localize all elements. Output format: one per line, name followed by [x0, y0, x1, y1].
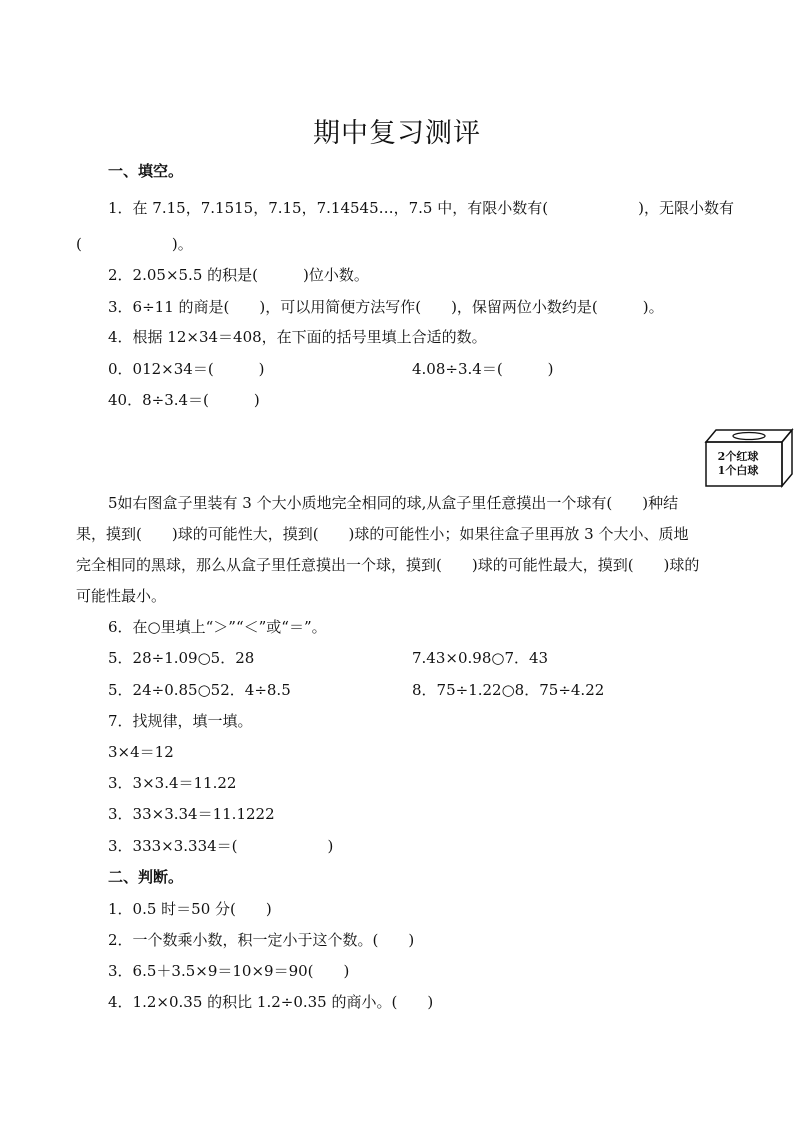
- section-heading-true-false: 二、判断。: [108, 868, 184, 886]
- judgement-2: 2．一个数乘小数，积一定小于这个数。( ): [108, 931, 415, 949]
- judgement-3: 3．6.5＋3.5×9＝10×9＝90( ): [108, 962, 350, 980]
- question-1-line-2: ( )。: [76, 235, 193, 253]
- question-5-line-3: 完全相同的黑球，那么从盒子里任意摸出一个球，摸到( )球的可能性最大，摸到( )球的: [76, 556, 700, 574]
- question-2: 2．2.05×5.5 的积是( )位小数。: [108, 266, 369, 284]
- question-1-line-1: 1．在 7.15，7.1515，7.15，7.14545…，7.5 中，有限小数有( )，无限小数有: [108, 199, 734, 217]
- question-6: 6．在○里填上“＞”“＜”或“＝”。: [108, 618, 327, 636]
- box-label-white-ball: 1个白球: [717, 464, 759, 477]
- question-7: 7．找规律，填一填。: [108, 712, 253, 730]
- judgement-1: 1．0.5 时＝50 分( ): [108, 900, 272, 918]
- question-7-item-c: 3．33×3.34＝11.1222: [108, 805, 275, 823]
- question-5-line-4: 可能性最小。: [76, 587, 167, 605]
- page-title: 期中复习测评: [313, 118, 481, 149]
- section-heading-fill-in: 一、填空。: [108, 162, 184, 180]
- question-4-item-b: 4.08÷3.4＝( ): [412, 360, 554, 378]
- question-4: 4．根据 12×34＝408，在下面的括号里填上合适的数。: [108, 328, 487, 346]
- question-4-item-a: 0．012×34＝( ): [108, 360, 265, 378]
- question-3: 3．6÷11 的商是( )，可以用简便方法写作( )，保留两位小数约是( )。: [108, 298, 664, 316]
- question-5-line-1: 5如右图盒子里装有 3 个大小质地完全相同的球,从盒子里任意摸出一个球有( )种结: [108, 494, 679, 512]
- box-label-red-balls: 2个红球: [717, 450, 759, 463]
- question-7-item-d: 3．333×3.334＝( ): [108, 837, 334, 855]
- question-6-item-b: 7.43×0.98○7．43: [412, 649, 549, 667]
- question-6-item-d: 8．75÷1.22○8．75÷4.22: [412, 681, 605, 699]
- question-5-line-2: 果，摸到( )球的可能性大，摸到( )球的可能性小；如果往盒子里再放 3 个大小、质地: [76, 525, 689, 543]
- question-7-item-a: 3×4＝12: [108, 743, 174, 761]
- question-7-item-b: 3．3×3.4＝11.22: [108, 774, 237, 792]
- question-6-item-c: 5．24÷0.85○52．4÷8.5: [108, 681, 291, 699]
- judgement-4: 4．1.2×0.35 的积比 1.2÷0.35 的商小。( ): [108, 993, 434, 1011]
- question-6-item-a: 5．28÷1.09○5．28: [108, 649, 255, 667]
- question-4-item-c: 40．8÷3.4＝( ): [108, 391, 260, 409]
- box-label: [708, 450, 768, 478]
